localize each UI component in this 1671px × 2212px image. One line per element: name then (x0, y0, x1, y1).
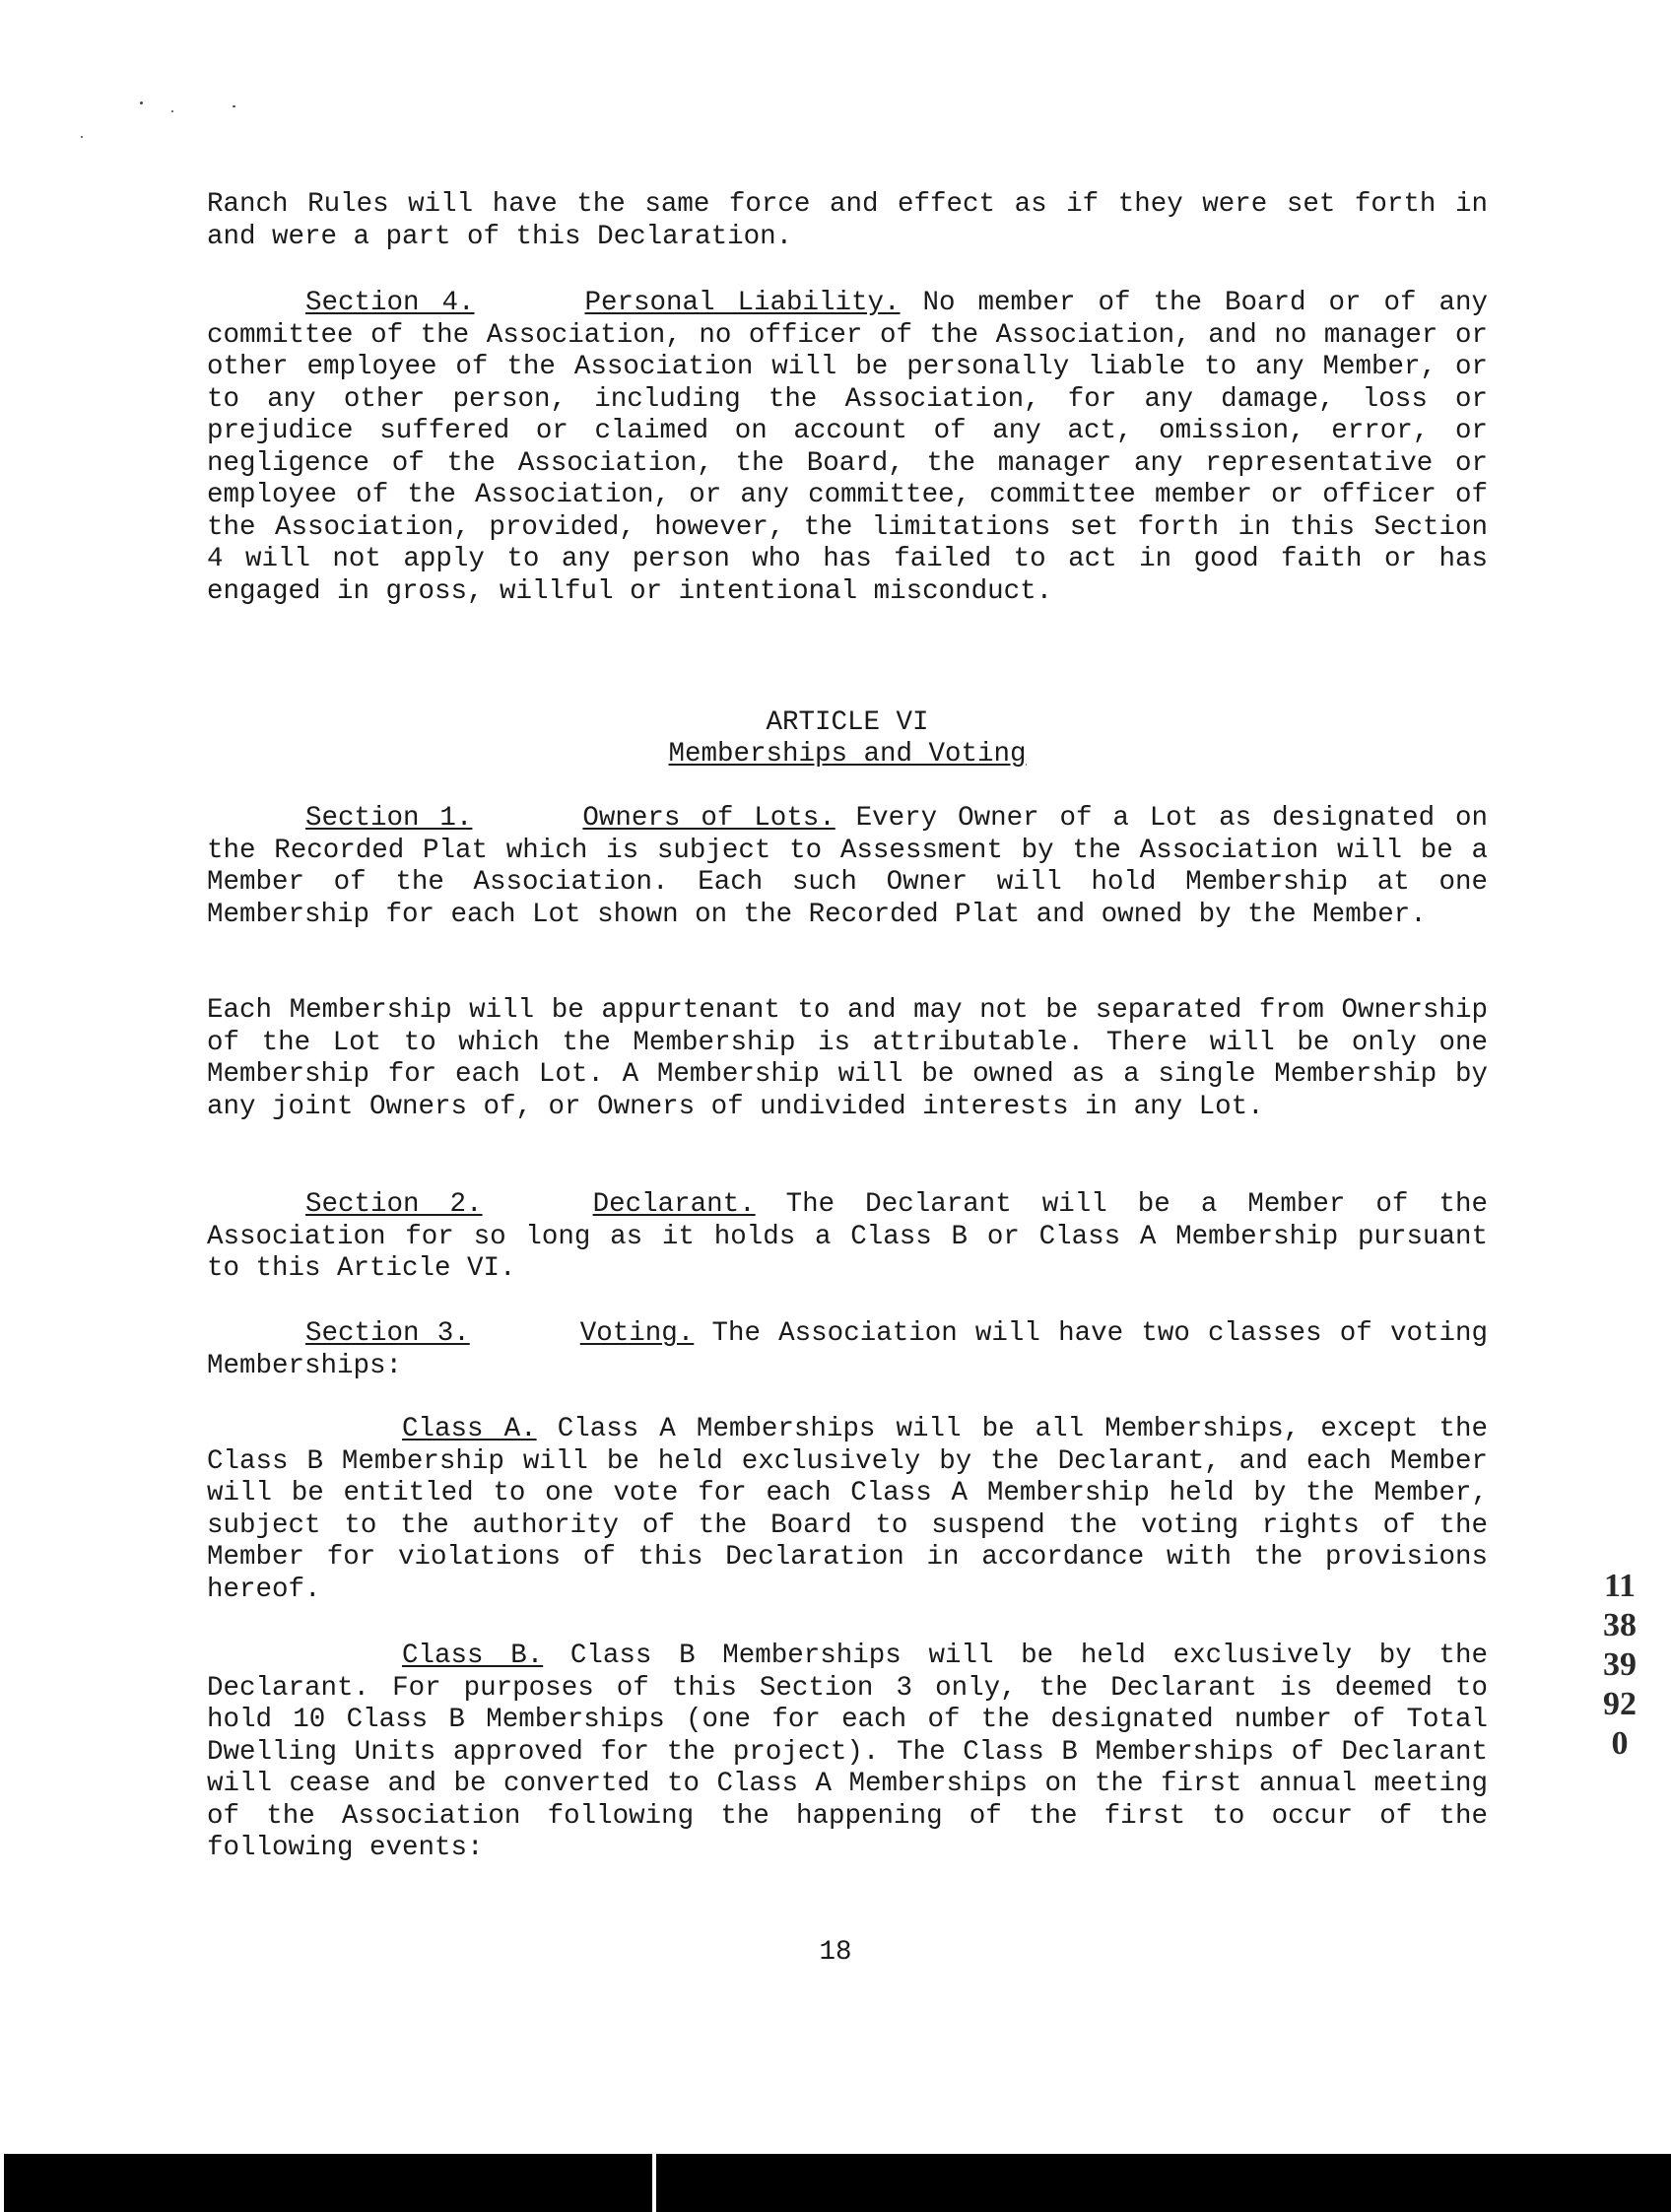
section-3-label: Section 3. (305, 1318, 470, 1349)
section-2-label: Section 2. (305, 1189, 483, 1220)
class-b-label: Class B. (402, 1641, 544, 1671)
scan-speck (81, 136, 83, 138)
section-1-paragraph (207, 803, 1488, 931)
scan-speck (171, 110, 173, 112)
section-1-title: Owners of Lots. (582, 803, 836, 834)
section-2-paragraph (207, 1189, 1488, 1286)
section-1-label: Section 1. (305, 803, 473, 834)
class-b-paragraph (207, 1641, 1488, 1865)
section-3-paragraph (207, 1318, 1488, 1382)
scan-bottom-border (0, 2154, 1671, 2212)
scan-speck (233, 105, 235, 107)
margin-recording-stamp: 113839920 (1603, 1568, 1637, 1762)
section-4-label: Section 4. (305, 288, 475, 318)
intro-paragraph (207, 189, 1488, 253)
class-a-label: Class A. (402, 1414, 537, 1444)
class-a-text: Class A Memberships will be all Memberships, except the Class B Membership will be held exclusively by the Declarant, and each Member will be entitled to one vote for each Class A Membership held by the Member, subject to the authority of the Board to suspend the voting rights of the Member for violations of this Declaration in accordance with the provisions hereof. (207, 1414, 1488, 1605)
article-title-wrap (207, 739, 1488, 771)
section-3-text: The Association will have two classes of voting Memberships: (207, 1318, 1488, 1381)
scan-speck (140, 101, 143, 104)
section-1-text: Every Owner of a Lot as designated on the Recorded Plat which is subject to Assessment by the Association will be a Member of the Association. Each such Owner will hold Membership at one Membership for each Lot shown on the Recorded Plat and owned by the Member. (207, 803, 1488, 930)
section-3-title: Voting. (579, 1318, 695, 1349)
section-2-title: Declarant. (592, 1189, 756, 1220)
section-2-text: The Declarant will be a Member of the Association for so long as it holds a Class B or Class A Membership pursuant to this Article VI. (207, 1189, 1488, 1284)
article-number: ARTICLE VI (766, 707, 929, 738)
class-b-text: Class B Memberships will be held exclusively by the Declarant. For purposes of this Section 3 only, the Declarant is deemed to hold 10 Class B Memberships (one for each of the designated number of Total Dwelling Units approved for the project). The Class B Memberships of Declarant will cease and be converted to Class A Memberships on the first annual meeting of the Association following the happening of the first to occur of the following events: (207, 1641, 1488, 1863)
article-title: Memberships and Voting (668, 739, 1027, 770)
section-4-paragraph (207, 288, 1488, 608)
section-4-text: No member of the Board or of any committee of the Association, no officer of the Association, and no manager or other employee of the Association will be personally liable to any Member, or to any other person, including the Association, for any damage, loss or prejudice suffered or claimed on account of any act, omission, error, or negligence of the Association, the Board, the manager any representative or employee of the Association, or any committee, committee member or officer of the Association, provided, however, the limitations set forth in this Section 4 will not apply to any person who has failed to act in good faith or has engaged in gross, willful or intentional misconduct. (207, 288, 1488, 607)
class-a-paragraph (207, 1414, 1488, 1606)
membership-paragraph (207, 995, 1488, 1123)
intro-text: Ranch Rules will have the same force and effect as if they were set forth in and were a part of this Declaration. (207, 189, 1488, 252)
membership-text: Each Membership will be appurtenant to and may not be separated from Ownership of the Lot to which the Membership is attributable. There will be only one Membership for each Lot. A Membership will be owned as a single Membership by any joint Owners of, or Owners of undivided interests in any Lot. (207, 995, 1488, 1122)
section-4-title: Personal Liability. (584, 288, 901, 318)
page-number: 18 (819, 1937, 852, 1968)
